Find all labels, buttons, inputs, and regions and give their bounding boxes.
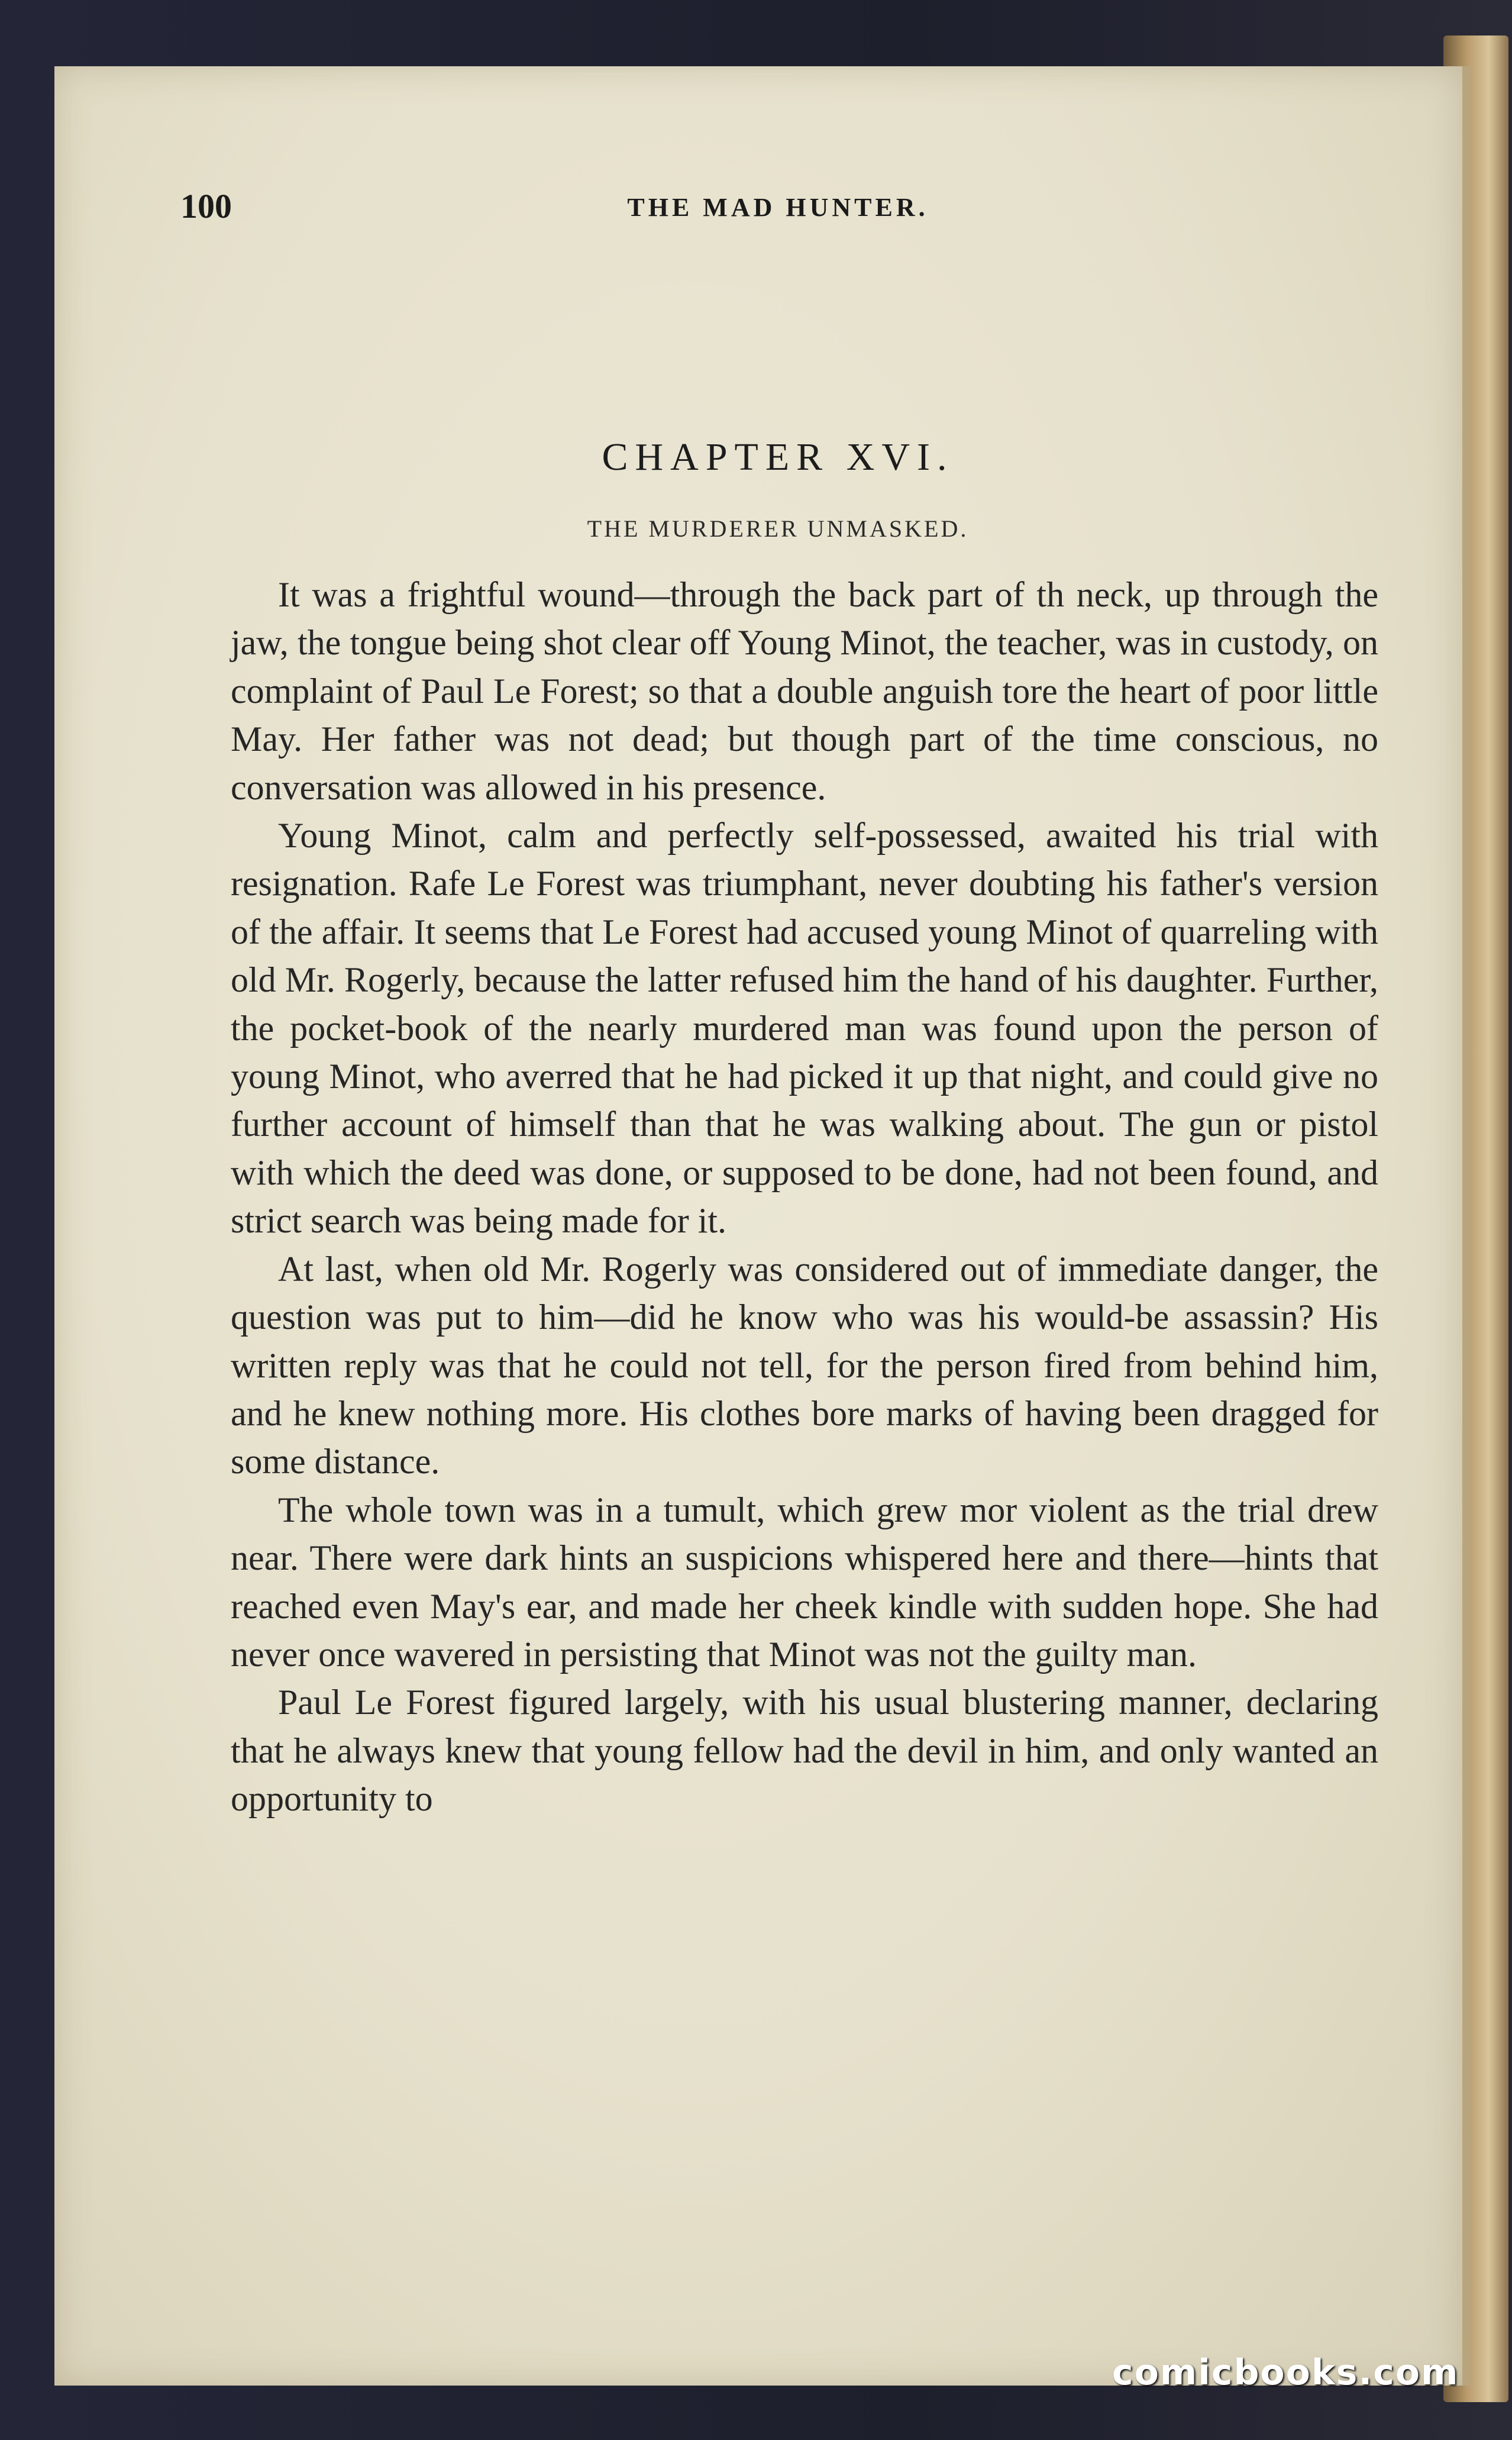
page-number: 100 [180,187,232,225]
paragraph-4: The whole town was in a tumult, which grew mor violent as the trial drew near. There were dark hints an suspicions whispered here and there—hints that reached even May's ear, and made her cheek kindle with sudden hope. She had never once wavered in persisting that Minot was not the guilty man. [231,1490,1378,1674]
paragraph-2: Young Minot, calm and perfectly self-possessed, awaited his trial with resignation. Rafe Le Forest was triumphant, never doubting his father's version of the affair. It seems that Le Forest had accused young Minot of quarreling with old Mr. Rogerly, because the latter refused him the hand of his daughter. Further, the pocket-book of the nearly murdered man was found upon the person of young Minot, who averred that he had picked it up that night, and could give no further account of himself than that he was walking about. The gun or pistol with which the deed was done, or supposed to be done, had not been found, and strict search was being made for it. [231,816,1378,1241]
paragraph-1: It was a frightful wound—through the back part of th neck, up through the jaw, the tongue being shot clear off Young Minot, the teacher, was in custody, on complaint of Paul Le Forest; so that a double anguish tore the heart of poor little May. Her father was not dead; but though part of the time conscious, no conversation was allowed in his presence. [231,575,1378,807]
chapter-heading: CHAPTER XVI. [602,435,954,479]
body-text [231,571,1378,1823]
watermark: comicbooks.com [1112,2352,1459,2393]
running-title: THE MAD HUNTER. [627,193,929,222]
running-head [180,186,1375,228]
paragraph-3: At last, when old Mr. Rogerly was considered out of immediate danger, the question was put to him—did he know who was his would-be assassin? His written reply was that he could not tell, for the person fired from behind him, and he knew nothing more. His clothes bore marks of having been dragged for some distance. [231,1249,1378,1482]
paragraph-5: Paul Le Forest figured largely, with his usual blustering manner, declaring that he always knew that young fellow had the devil in him, and only wanted an opportunity to [231,1683,1378,1819]
chapter-subtitle: THE MURDERER UNMASKED. [587,515,969,542]
